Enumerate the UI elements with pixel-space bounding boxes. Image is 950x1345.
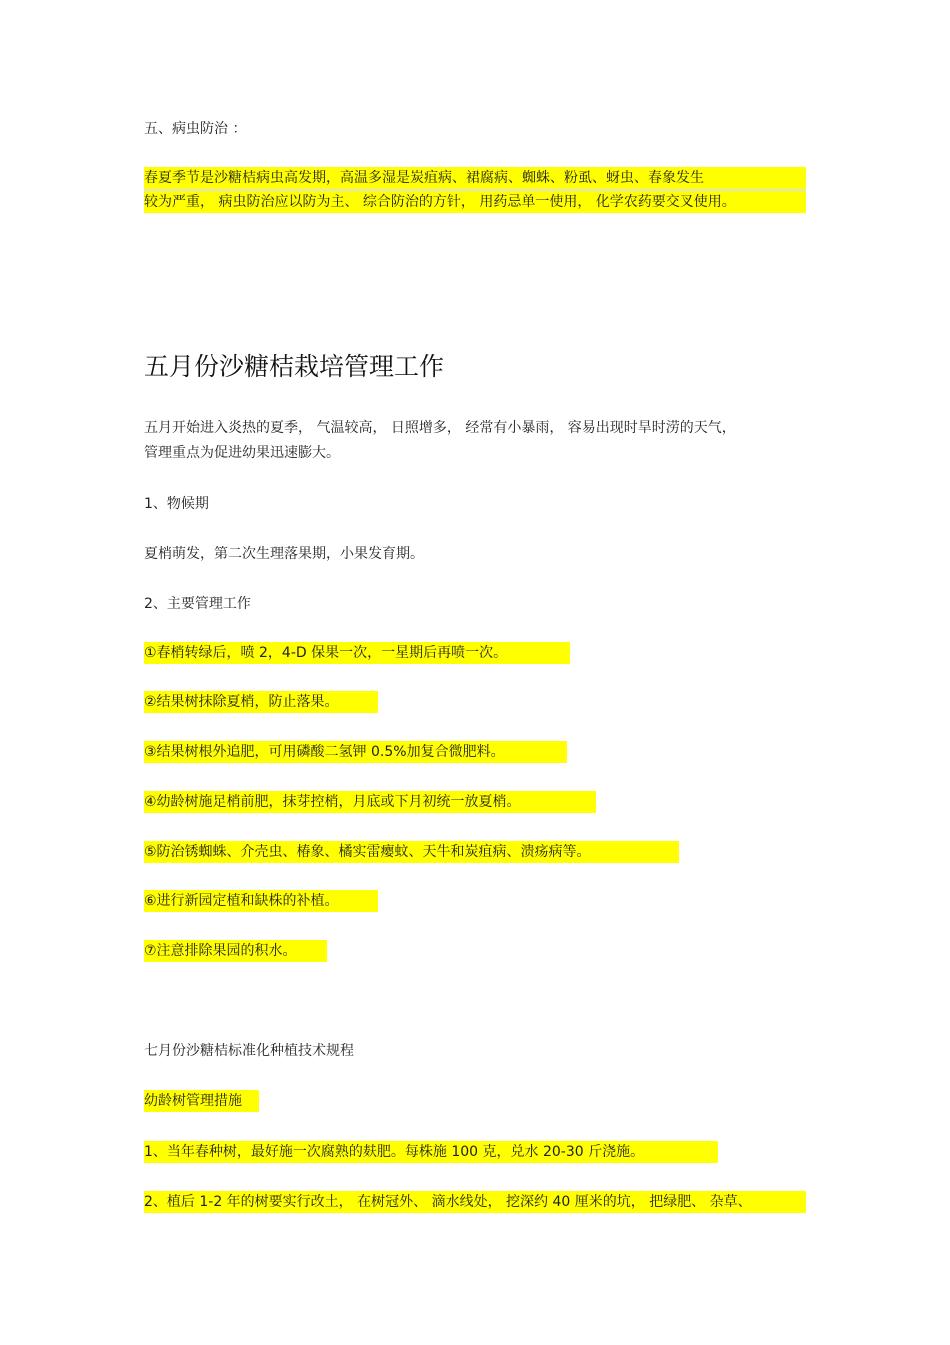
task-item: ③结果树根外追肥，可用磷酸二氢钾 0.5%加复合微肥料。 [144,741,567,763]
july-section-title: 七月份沙糖桔标准化种植技术规程 [144,1043,354,1059]
task-item: ⑦注意排除果园的积水。 [144,940,327,962]
may-intro-paragraph [144,416,806,466]
task-item: ⑥进行新园定植和缺株的补植。 [144,890,378,912]
task-item: ①春梢转绿后，喷 2，4-D 保果一次，一星期后再喷一次。 [144,642,570,664]
phenology-heading: 1、物候期 [144,496,209,512]
phenology-text: 夏梢萌发，第二次生理落果期，小果发育期。 [144,546,424,562]
july-item: 1、当年春种树，最好施一次腐熟的麸肥。每株施 100 克，兑水 20-30 斤浇施。 [144,1141,718,1163]
task-item: ⑤防治锈蜘蛛、介壳虫、椿象、橘实雷瘿蚊、天牛和炭疽病、溃疡病等。 [144,841,679,863]
july-subtitle: 幼龄树管理措施 [144,1090,259,1112]
paragraph-line: 管理重点为促进幼果迅速膨大。 [144,445,340,461]
tasks-heading: 2、主要管理工作 [144,596,251,612]
paragraph-line: 春夏季节是沙糖桔病虫高发期，高温多湿是炭疽病、裙腐病、蜘蛛、粉虱、蚜虫、春象发生 [144,167,806,189]
paragraph-line: 五月开始进入炎热的夏季， 气温较高， 日照增多， 经常有小暴雨， 容易出现时旱时涝的天气， [144,420,736,436]
task-item: ②结果树抹除夏梢，防止落果。 [144,691,378,713]
may-section-title: 五月份沙糖桔栽培管理工作 [144,352,445,381]
paragraph-line: 较为严重， 病虫防治应以防为主、 综合防治的方针， 用药忌单一使用， 化学农药要交叉使用。 [144,191,806,213]
section-heading-pest-control: 五、病虫防治 ： [144,121,247,137]
task-item: ④幼龄树施足梢前肥，抹芽控梢，月底或下月初统一放夏梢。 [144,791,596,813]
pest-control-paragraph [144,167,806,213]
july-item: 2、植后 1-2 年的树要实行改土， 在树冠外、 滴水线处， 挖深约 40 厘米的坑， 把绿肥、 杂草、 [144,1191,806,1213]
